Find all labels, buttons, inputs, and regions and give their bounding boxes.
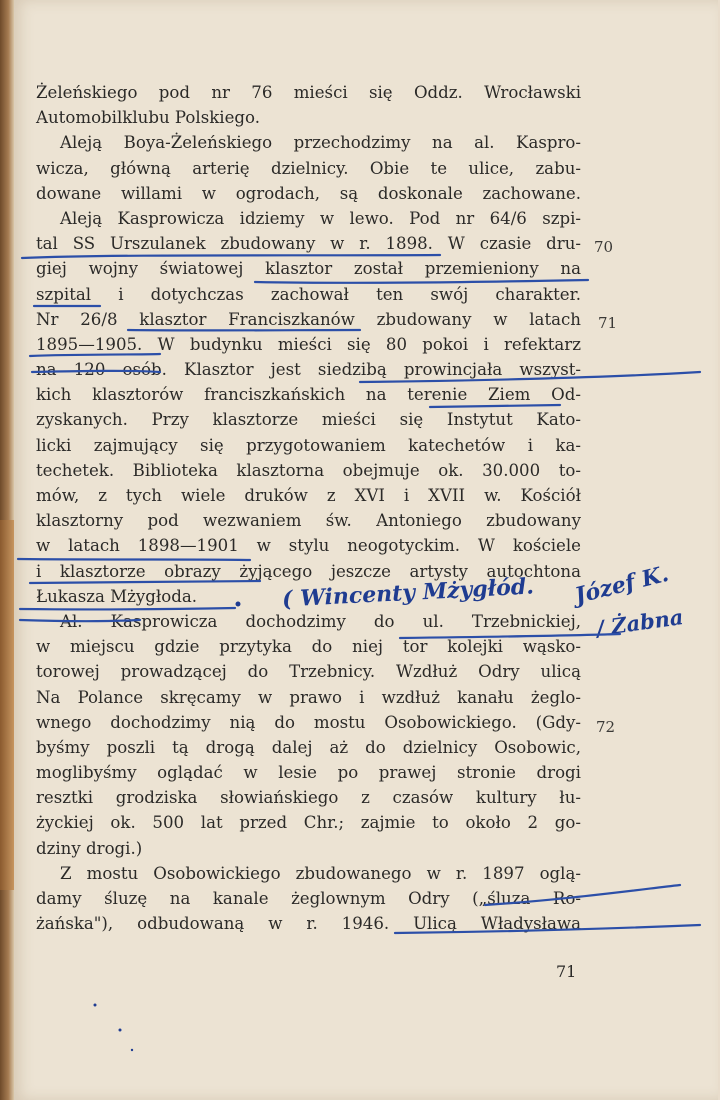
body-text	[36, 80, 581, 936]
margin-number: 70	[594, 238, 614, 256]
book-spine-band	[0, 520, 14, 890]
text-line: w miejscu gdzie przytyka do niej tor kolejki wąsko-	[36, 637, 581, 657]
text-line: zyskanych. Przy klasztorze mieści się Instytut Kato-	[36, 410, 581, 430]
text-line: szpital i dotychczas zachował ten swój charakter.	[36, 284, 581, 304]
text-line: w latach 1898—1901 w stylu neogotyckim. W kościele	[36, 536, 581, 556]
text-line: dziny drogi.)	[36, 838, 143, 858]
text-line: Aleją Kasprowicza idziemy w lewo. Pod nr 64/6 szpi-	[60, 208, 581, 228]
text-line: tal SS Urszulanek zbudowany w r. 1898. W czasie dru-	[36, 234, 581, 254]
handwritten-note: Józef K.	[572, 560, 672, 610]
text-line: 1895—1905. W budynku mieści się 80 pokoi i refektarz	[36, 334, 581, 354]
text-line: damy śluzę na kanale żeglownym Odry („śluza Ro-	[36, 889, 581, 908]
handwritten-note: ( Wincenty Mżygłód.	[281, 573, 535, 613]
text-line: moglibyśmy oglądać w lesie po prawej stronie drogi	[36, 763, 581, 783]
page-number: 71	[556, 962, 577, 981]
text-line: mów, z tych wiele druków z XVI i XVII w. Kościół	[36, 486, 581, 505]
text-line: Żeleńskiego pod nr 76 mieści się Oddz. Wrocławski	[36, 83, 581, 102]
text-line: wicza, główną arterię dzielnicy. Obie te ulice, zabu-	[36, 158, 581, 178]
text-line: byśmy poszli tą drogą dalej aż do dzielnicy Osobowic,	[36, 737, 581, 757]
text-line: Na Polance skręcamy w prawo i wzdłuż kanału żeglo-	[36, 687, 581, 707]
text-line: na 120 osób. Klasztor jest siedzibą prowincjała wszyst-	[36, 360, 581, 380]
text-line: resztki grodziska słowiańskiego z czasów kultury łu-	[36, 788, 581, 808]
text-line: żańska"), odbudowaną w r. 1946. Ulicą Władysława	[36, 914, 581, 934]
text-line: Aleją Boya-Żeleńskiego przechodzimy na al. Kaspro-	[60, 133, 581, 153]
margin-number: 72	[596, 718, 616, 736]
text-line: giej wojny światowej klasztor został przemieniony na	[36, 259, 581, 279]
text-line: torowej prowadzącej do Trzebnicy. Wzdłuż Odry ulicą	[36, 662, 581, 682]
margin-number: 71	[598, 314, 618, 332]
text-line: klasztorny pod wezwaniem św. Antoniego zbudowany	[36, 511, 581, 531]
text-line: Al. Kasprowicza dochodzimy do ul. Trzebnickiej,	[60, 611, 581, 631]
text-line: wnego dochodzimy nią do mostu Osobowickiego. (Gdy-	[36, 712, 581, 732]
text-line: i klasztorze obrazy żyjącego jeszcze artysty autochtona	[36, 561, 581, 581]
text-line: dowane willami w ogrodach, są doskonale zachowane.	[36, 183, 581, 203]
text-line: techetek. Biblioteka klasztorna obejmuje ok. 30.000 to-	[36, 460, 581, 480]
text-line: licki zajmujący się przygotowaniem katechetów i ka-	[36, 435, 581, 455]
text-line: Z mostu Osobowickiego zbudowanego w r. 1897 oglą-	[60, 863, 581, 883]
text-line: Nr 26/8 klasztor Franciszkanów zbudowany w latach	[36, 309, 581, 329]
text-line: Łukasza Mżygłoda.	[36, 586, 198, 606]
handwritten-note: / Żabna	[594, 604, 685, 641]
text-line: życkiej ok. 500 lat przed Chr.; zajmie to około 2 go-	[36, 813, 581, 833]
text-line: Automobilklubu Polskiego.	[36, 108, 261, 128]
text-line: kich klasztorów franciszkańskich na terenie Ziem Od-	[36, 385, 581, 405]
